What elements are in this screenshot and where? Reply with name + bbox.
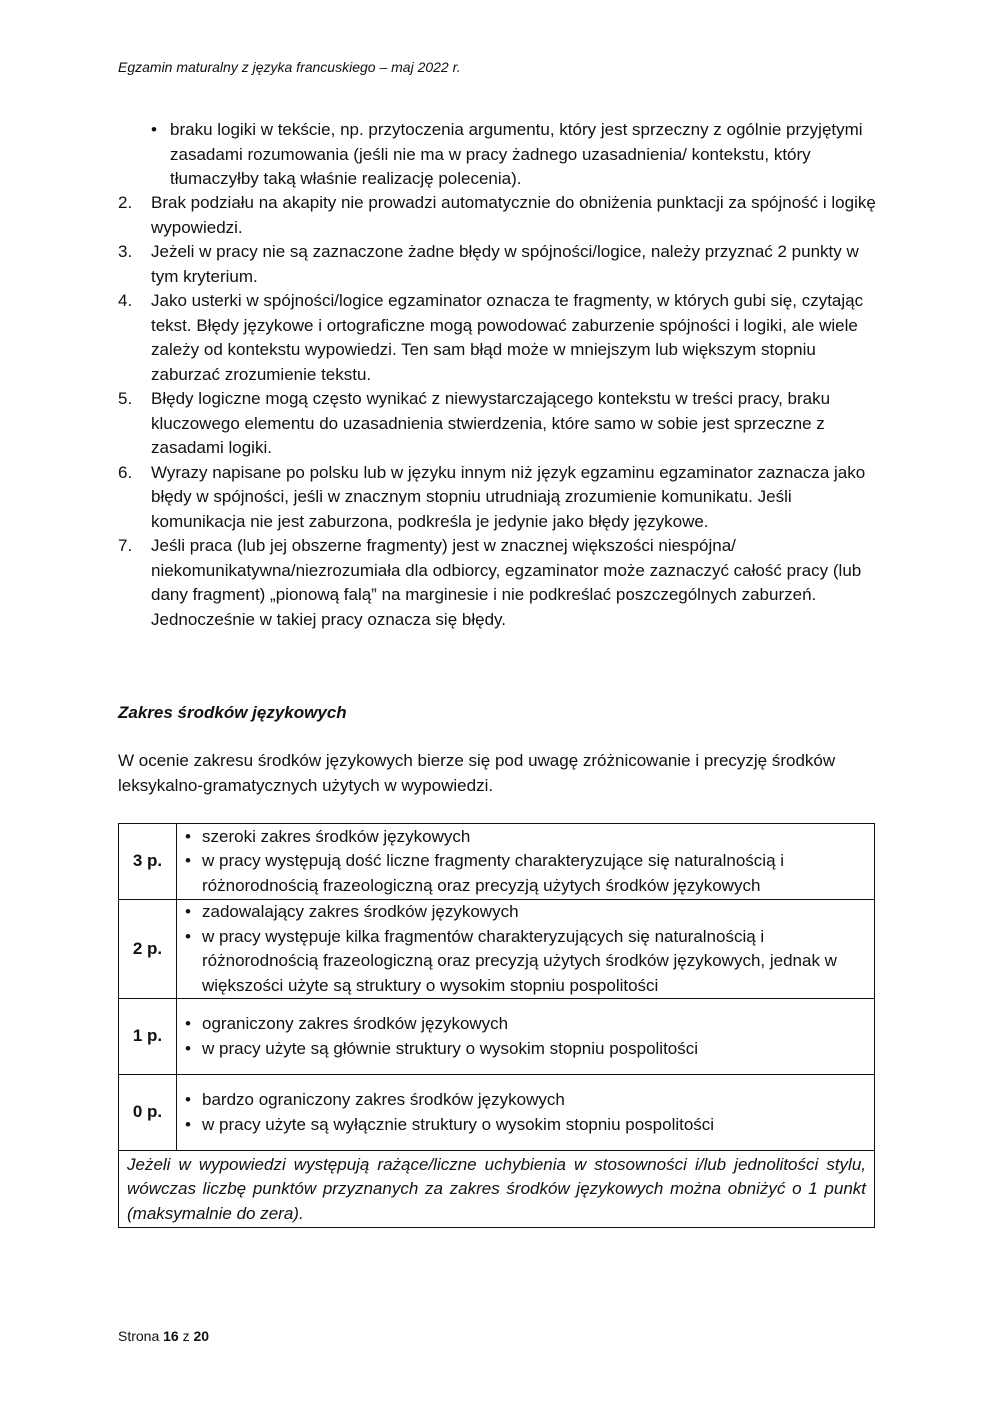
scoring-table [118,823,875,1228]
item-number: 4. [118,291,133,310]
table-note: Jeżeli w wypowiedzi występują rażące/liczne uchybienia w stosowności i/lub jednolitości stylu, wówczas liczbę punktów przyznanych za zakres środków językowych można obniżyć o 1 punkt (maksymalnie do zera). [119,1151,875,1228]
criteria-cell [177,900,875,999]
page-total: 20 [193,1328,210,1344]
numbered-item-5 [118,387,878,461]
criteria-item: • ograniczony zakres środków językowych [184,1012,868,1037]
criteria-item: • w pracy występuje kilka fragmentów charakteryzujących się naturalnością i różnorodnością frazeologiczną oraz precyzją użytych środków językowych, jednak w większości użyte są struktury o wysokim stopniu pospolitości [184,925,868,999]
criteria-cell [177,1075,875,1151]
section-title: Zakres środków językowych [118,703,347,722]
item-text: Jeśli praca (lub jej obszerne fragmenty) jest w znacznej większości niespójna/ niekomunikatywna/niezrozumiała dla odbiorcy, egzaminator może zaznaczyć całość pracy (lub dany fragment) „pionową falą” na marginesie i nie podkreślać poszczególnych zaburzeń. Jednocześnie w takiej pracy oznacza się błędy. [151,536,862,629]
item-number: 5. [118,389,133,408]
item-number: 2. [118,193,133,212]
criteria-item: • w pracy użyte są wyłącznie struktury o wysokim stopniu pospolitości [184,1113,868,1138]
section-intro: W ocenie zakresu środków językowych bierze się pod uwagę zróżnicowanie i precyzję środków leksykalno-gramatycznych użytych w wypowiedzi. [118,751,836,795]
score-cell: 2 p. [119,900,177,999]
score-cell: 0 p. [119,1075,177,1151]
item-text: Jako usterki w spójności/logice egzaminator oznacza te fragmenty, w których gubi się, czytając tekst. Błędy językowe i ortograficzne mogą powodować zaburzenie spójności i logiki, ale wiele zależy od kontekstu wypowiedzi. Ten sam błąd może w mniejszym lub większym stopniu zaburzać zrozumienie tekstu. [151,291,864,384]
criteria-item: • w pracy użyte są głównie struktury o wysokim stopniu pospolitości [184,1037,868,1062]
numbered-item-4 [118,289,878,387]
numbered-item-2 [118,191,878,240]
page-footer [118,1327,209,1345]
continued-bullet-list [118,118,878,192]
numbered-list [118,191,878,632]
criteria-item: • bardzo ograniczony zakres środków językowych [184,1088,868,1113]
item-text: Błędy logiczne mogą często wynikać z niewystarczającego kontekstu w treści pracy, braku kluczowego elementu do uzasadnienia stwierdzenia, które samo w sobie jest sprzeczne z zasadami logiki. [151,389,831,457]
footer-sep: z [182,1328,190,1344]
item-number: 7. [118,536,133,555]
score-cell: 1 p. [119,999,177,1075]
item-text: Brak podziału na akapity nie prowadzi automatycznie do obniżenia punktacji za spójność i logikę wypowiedzi. [151,193,876,237]
item-number: 3. [118,242,133,261]
page-header: Egzamin maturalny z języka francuskiego – maj 2022 r. [118,59,461,75]
table-row [119,824,875,900]
numbered-item-7 [118,534,878,632]
bullet-item: • braku logiki w tekście, np. przytoczenia argumentu, który jest sprzeczny z ogólnie przyjętymi zasadami rozumowania (jeśli nie ma w pracy żadnego uzasadnienia/ kontekstu, który tłumaczyłby taką właśnie realizację polecenia). [118,118,878,192]
criteria-cell [177,824,875,900]
item-text: Jeżeli w pracy nie są zaznaczone żadne błędy w spójności/logice, należy przyznać 2 punkty w tym kryterium. [151,242,859,286]
numbered-item-3 [118,240,878,289]
score-cell: 3 p. [119,824,177,900]
table-row [119,900,875,999]
page-number: 16 [163,1328,179,1344]
table-row [119,999,875,1075]
numbered-item-6 [118,461,878,535]
table-row [119,1075,875,1151]
footer-prefix: Strona [118,1328,160,1344]
criteria-cell [177,999,875,1075]
criteria-item: • w pracy występują dość liczne fragmenty charakteryzujące się naturalnością i różnorodnością frazeologiczną oraz precyzją użytych środków językowych [184,849,868,898]
criteria-item: • szeroki zakres środków językowych [184,825,868,850]
item-number: 6. [118,462,133,482]
table-note-row [119,1151,875,1228]
criteria-item: • zadowalający zakres środków językowych [184,900,868,925]
item-text: Wyrazy napisane po polsku lub w języku innym niż język egzaminu egzaminator zaznacza jako błędy w spójności, jeśli w znacznym stopniu utrudniają zrozumienie komunikatu. Jeśli komunikacja nie jest zaburzona, podkreśla je jedynie jako błędy językowe. [151,462,866,531]
